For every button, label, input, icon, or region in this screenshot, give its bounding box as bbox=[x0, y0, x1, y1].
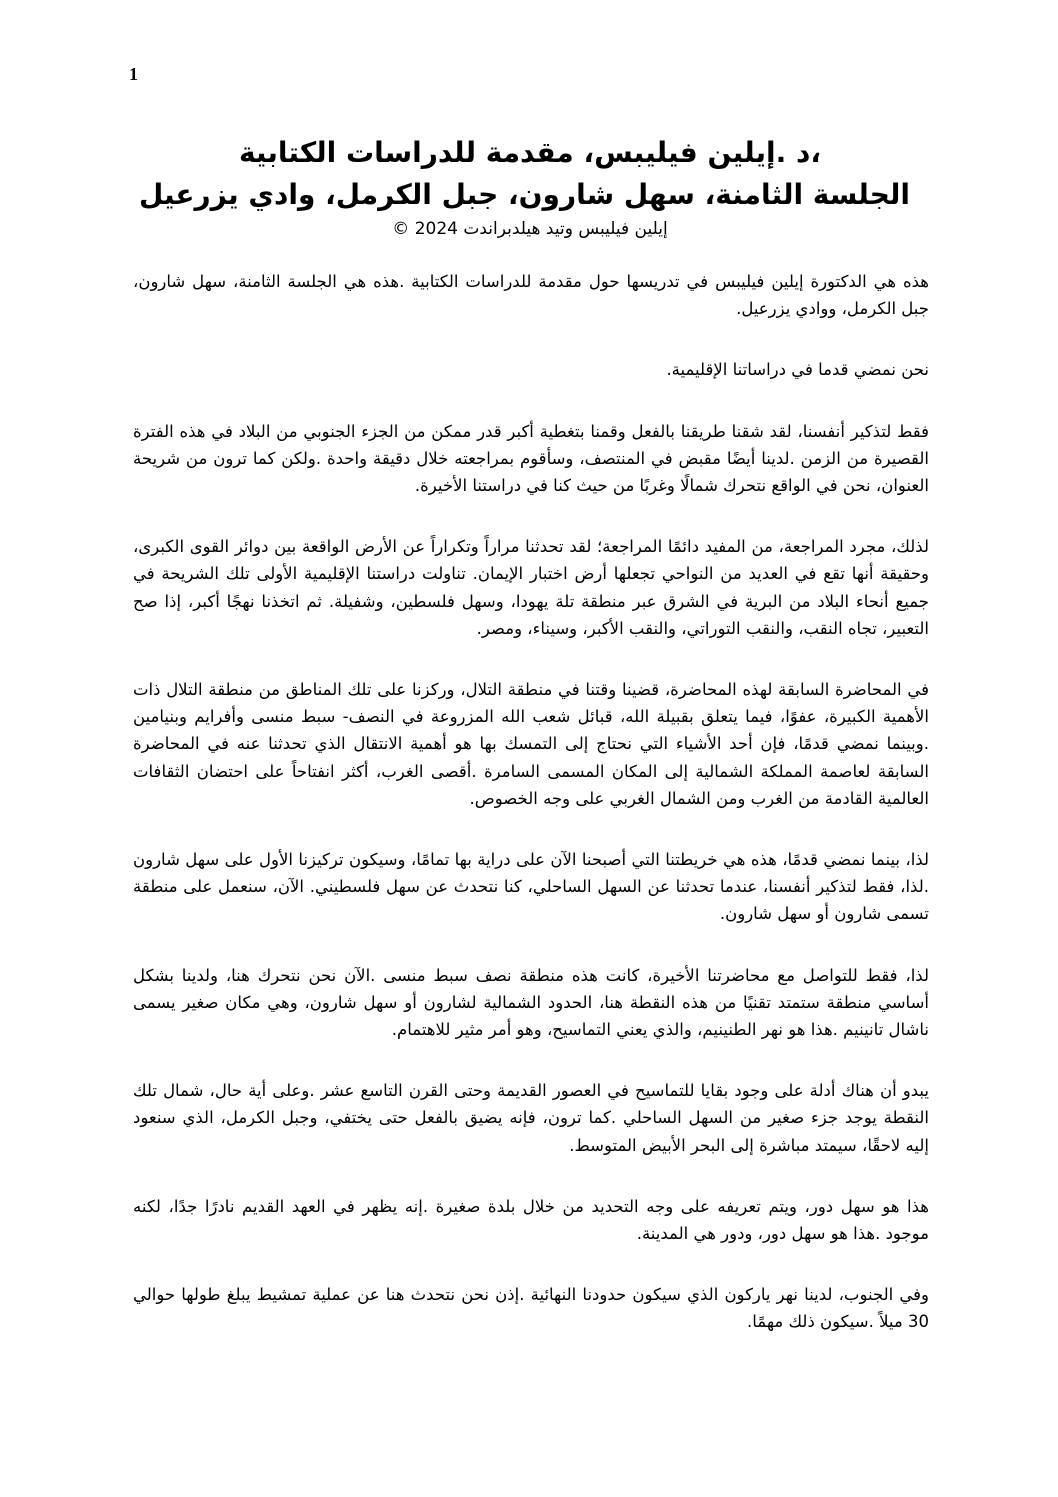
paragraph: يبدو أن هناك أدلة على وجود بقايا للتماسيح في العصور القديمة وحتى القرن التاسع عشر .وعلى أية حال، شمال تلك النقطة يوجد جزء صغير من السهل الساحلي .كما ترون، فإنه يضيق بالفعل حتى يختفي، وجبل الكرمل، الذي سنعود إليه لاحقًا، سيمتد مباشرة إلى البحر الأبيض المتوسط. bbox=[133, 1081, 929, 1155]
page-number: 1 bbox=[129, 64, 138, 84]
paragraph: لذا، فقط للتواصل مع محاضرتنا الأخيرة، كانت هذه منطقة نصف سبط منسى .الآن نحن نتحرك هنا، ولدينا بشكل أساسي منطقة ستمتد تقنيًا من هذه النقطة هنا، الحدود الشمالية لشارون أو سهل شارون، وهي مكان صغير يسمى ناشال تانينيم .هذا هو نهر الطنينيم، والذي يعني التماسيح، وهو أمر مثير للاهتمام. bbox=[133, 965, 929, 1040]
paragraph: نحن نمضي قدما في دراساتنا الإقليمية. bbox=[666, 360, 929, 380]
paragraph: في المحاضرة السابقة لهذه المحاضرة، قضينا وقتنا في منطقة التلال، وركزنا على تلك المناطق من منطقة التلال ذات الأهمية الكبيرة، عفوًا، فيما يتعلق بقبيلة الله، قبائل شعب الله المزروعة في النصف- سبط منسى وأفرايم وبنيامين .وبينما نمضي قدمًا، فإن أحد الأشياء التي نحتاج إلى التمسك بها هو أهمية الانتقال الذي تحدثنا عنه في المحاضرة السابقة لعاصمة المملكة الشمالية إلى المكان المسمى السامرة .أقصى الغرب، أكثر انفتاحاً على احتضان الثقافات العالمية القادمة من الغرب ومن الشمال الغربي على وجه الخصوص. bbox=[133, 680, 929, 808]
document-title-line-2: الجلسة الثامنة، سهل شارون، جبل الكرمل، وادي يزرعيل bbox=[139, 178, 910, 211]
title-block bbox=[139, 132, 910, 242]
paragraph: هذه هي الدكتورة إيلين فيليبس في تدريسها حول مقدمة للدراسات الكتابية .هذه هي الجلسة الثامنة، سهل شارون، جبل الكرمل، ووادي يزرعيل. bbox=[133, 272, 929, 319]
paragraph: لذلك، مجرد المراجعة، من المفيد دائمًا المراجعة؛ لقد تحدثنا مراراً وتكراراً عن الأرض الواقعة بين دوائر القوى الكبرى، وحقيقة أنها تقع في العديد من النواحي تجعلها أرض اختبار الإيمان. تناولت دراستنا الإقليمية الأولى تلك الشريحة في جميع أنحاء البلاد من البرية في الشرق عبر منطقة تلة يهودا، وسهل فلسطين، وشفيلة. ثم اتخذنا نهجًا أكبر، إذا صح التعبير، تجاه النقب، والنقب التوراتي، والنقب الأكبر، وسيناء، ومصر. bbox=[133, 537, 929, 638]
paragraph: فقط لتذكير أنفسنا، لقد شقنا طريقنا بالفعل وقمنا بتغطية أكبر قدر ممكن من الجزء الجنوبي من البلاد في هذه الفترة القصيرة من الزمن .لدينا أيضًا مقبض في المنتصف، وسأقوم بمراجعته خلال دقيقة واحدة .ولكن كما ترون من شريحة العنوان، نحن في الواقع نتحرك شمالًا وغربًا من حيث كنا في دراستنا الأخيرة. bbox=[133, 421, 929, 496]
paragraph: لذا، بينما نمضي قدمًا، هذه هي خريطتنا التي أصبحنا الآن على دراية بها تمامًا، وسيكون تركيزنا الأول على سهل شارون .لذا، فقط لتذكير أنفسنا، عندما تحدثنا عن السهل الساحلي، كنا نتحدث عن سهل فلسطيني. الآن، سنعمل على منطقة تسمى شارون أو سهل شارون. bbox=[133, 850, 929, 924]
document-title-line-1: ،د .إيلين فيليبس، مقدمة للدراسات الكتابية bbox=[238, 136, 822, 169]
paragraph: وفي الجنوب، لدينا نهر ياركون الذي سيكون حدودنا النهائية .إذن نحن نتحدث هنا عن عملية تمشيط يبلغ طولها حوالي 30 ميلاً .سيكون ذلك مهمًا. bbox=[133, 1285, 929, 1332]
paragraph: هذا هو سهل دور، ويتم تعريفه على وجه التحديد من خلال بلدة صغيرة .إنه يظهر في العهد القديم نادرًا جدًا، لكنه موجود .هذا هو سهل دور، ودور هي المدينة. bbox=[133, 1196, 929, 1244]
copyright-line: إيلين فيليبس وتيد هيلدبراندت 2024 © bbox=[392, 219, 668, 239]
document-body bbox=[133, 268, 929, 1370]
